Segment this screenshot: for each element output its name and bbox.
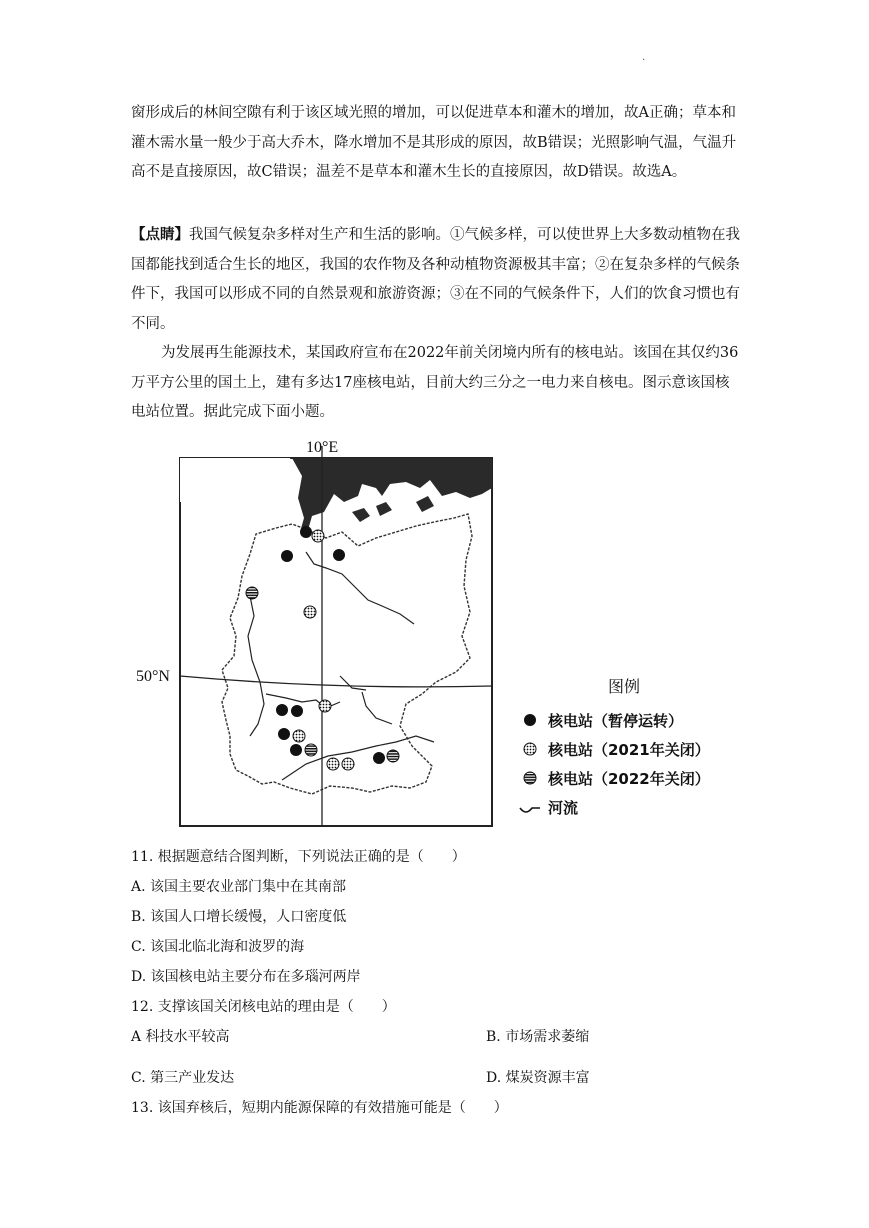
legend-paused-icon [524,714,536,726]
plant-paused [291,705,303,717]
legend-paused-label: 核电站（暂停运转） [548,712,684,730]
plant-close-2021 [304,606,316,618]
plant-close-2021 [319,700,331,712]
question-12-option-b[interactable]: B. 市场需求萎缩 [486,1029,590,1045]
plant-close-2021 [342,758,354,770]
question-11-option-d[interactable]: D. 该国核电站主要分布在多瑙河两岸 [131,969,361,985]
question-12-option-a[interactable]: A 科技水平较高 [131,1029,230,1045]
plant-close-2021 [312,530,324,542]
legend-2021-icon [524,743,536,755]
question-11-option-c[interactable]: C. 该国北临北海和波罗的海 [131,939,305,955]
plant-paused [281,550,293,562]
legend-title: 图例 [608,677,641,696]
question-12-option-d[interactable]: D. 煤炭资源丰富 [486,1070,590,1086]
question-intro-paragraph: 为发展再生能源技术，某国政府宣布在2022年前关闭境内所有的核电站。该国在其仅约36万平方公里的国土上，建有多达17座核电站，目前大约三分之一电力来自核电。图示意该国核电站位置。据此完成下面小题。 [131,345,739,420]
plant-paused [300,526,312,538]
legend-2022-icon [524,772,536,784]
plant-close-2022 [246,587,258,599]
map-frame [180,458,492,826]
plant-paused [333,549,345,561]
plant-close-2022 [305,744,317,756]
key-point-text: 我国气候复杂多样对生产和生活的影响。①气候多样，可以使世界上大多数动植物在我国都能找到适合生长的地区，我国的农作物及各种动植物资源极其丰富；②在复杂多样的气候条件下，我国可以形成不同的自然景观和旅游资源；③在不同的气候条件下，人们的饮食习惯也有不同。 [131,227,740,332]
nuclear-plant-map [130,436,710,836]
question-11-option-a[interactable]: A. 该国主要农业部门集中在其南部 [131,879,347,895]
legend-2022-label: 核电站（2022年关闭） [548,770,710,788]
question-11-stem: 11. 根据题意结合图判断，下列说法正确的是（ ） [131,849,466,865]
plant-paused [373,752,385,764]
legend-river-label: 河流 [548,799,579,817]
longitude-label: 10°E [306,439,339,456]
plant-close-2021 [327,758,339,770]
legend-2021-label: 核电站（2021年关闭） [548,741,710,759]
legend-river-icon [520,808,540,812]
page-marker-dot: . [642,52,646,63]
plant-paused [278,728,290,740]
plant-paused [276,704,288,716]
plant-close-2021 [293,730,305,742]
key-point-paragraph [131,220,741,339]
question-13-stem: 13. 该国弃核后，短期内能源保障的有效措施可能是（ ） [131,1100,508,1116]
plant-paused [290,744,302,756]
map-legend [520,677,710,817]
key-point-tag: 【点睛】 [131,226,189,243]
latitude-label: 50°N [136,668,170,685]
question-11-option-b[interactable]: B. 该国人口增长缓慢，人口密度低 [131,909,347,925]
plant-close-2022 [387,750,399,762]
question-12-stem: 12. 支撑该国关闭核电站的理由是（ ） [131,999,396,1015]
answer-explanation-paragraph: 窗形成后的林间空隙有利于该区域光照的增加，可以促进草本和灌木的增加，故A正确；草本和灌木需水量一般少于高大乔木，降水增加不是其形成的原因，故B错误；光照影响气温，气温升高不是直接原因，故C错误；温差不是草本和灌木生长的直接原因，故D错误。故选A。 [131,105,737,180]
question-12-option-c[interactable]: C. 第三产业发达 [131,1070,235,1086]
